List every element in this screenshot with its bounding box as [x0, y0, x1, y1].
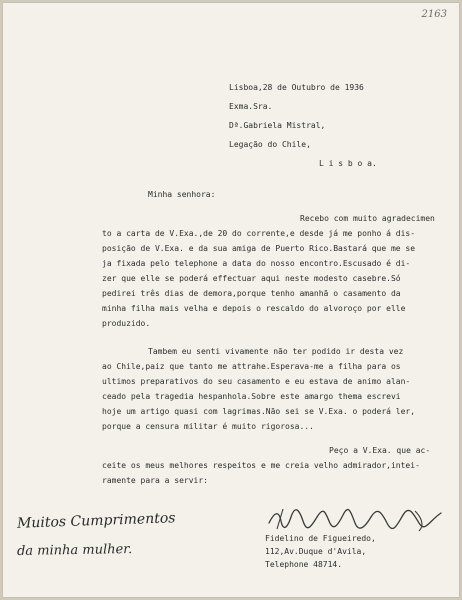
- handwritten-note-line: da minha mulher.: [16, 541, 133, 560]
- signature: [265, 505, 445, 533]
- handwritten-note-line: Muitos Cumprimentos: [16, 510, 176, 532]
- paragraph-line: Tambem eu senti vivamente não ter podido ir desta vez: [148, 347, 404, 356]
- paragraph-line: ultimos preparativos do seu casamento e eu estava de animo alan-: [102, 377, 411, 386]
- recipient-city: L i s b o a.: [319, 159, 377, 168]
- paragraph-line: ja fixada pelo telephone a data do nosso encontro.Escusado é di-: [102, 259, 411, 268]
- sender-address: 112,Av.Duque d'Avila,: [265, 547, 367, 556]
- paragraph-line: ramente para a servir:: [102, 476, 208, 485]
- salutation: Minha senhora:: [148, 190, 216, 199]
- paragraph-line: ceado pela tragedia hespanhola.Sobre este amargo thema escrevi: [102, 392, 401, 401]
- recipient-line: Legação do Chile,: [229, 140, 311, 149]
- paragraph-line: produzido.: [102, 319, 151, 328]
- paragraph-line: posição de V.Exa. e da sua amiga de Puerto Rico.Bastará que me se: [102, 244, 416, 253]
- recipient-line: Dª.Gabriela Mistral,: [229, 121, 326, 130]
- paragraph-line: zer que elle se poderá effectuar aqui neste modesto casebre.Só: [102, 274, 401, 283]
- paragraph-line: ceite os meus melhores respeitos e me creia velho admirador,intei-: [102, 461, 420, 470]
- paragraph-line: hoje um artigo quasi com lagrimas.Não sei se V.Exa. o poderá ler,: [102, 407, 416, 416]
- paragraph-line: porque a censura militar é muito rigorosa...: [102, 422, 314, 431]
- paragraph-line: Peço a V.Exa. que ac-: [329, 446, 431, 455]
- recipient-line: Exma.Sra.: [229, 102, 273, 111]
- paragraph-line: minha filha mais velha e depois o rescaldo do alvoroço por elle: [102, 304, 406, 313]
- letter-sheet: [3, 3, 459, 597]
- paragraph-line: pedirei três dias de demora,porque tenho amanhã o casamento da: [102, 289, 401, 298]
- sender-name: Fidelino de Figueiredo,: [265, 534, 376, 543]
- paragraph-line: to a carta de V.Exa.,de 20 do corrente,e desde já me ponho á dis-: [102, 229, 416, 238]
- archive-number: 2163: [421, 9, 447, 20]
- paragraph-line: Recebo com muito agradecimen: [300, 214, 435, 223]
- paragraph-line: ao Chile,paiz que tanto me attrahe.Esperava-me a filha para os: [102, 362, 401, 371]
- letter-date: Lisboa,28 de Outubro de 1936: [229, 83, 364, 92]
- sender-phone: Telephone 48714.: [265, 560, 343, 569]
